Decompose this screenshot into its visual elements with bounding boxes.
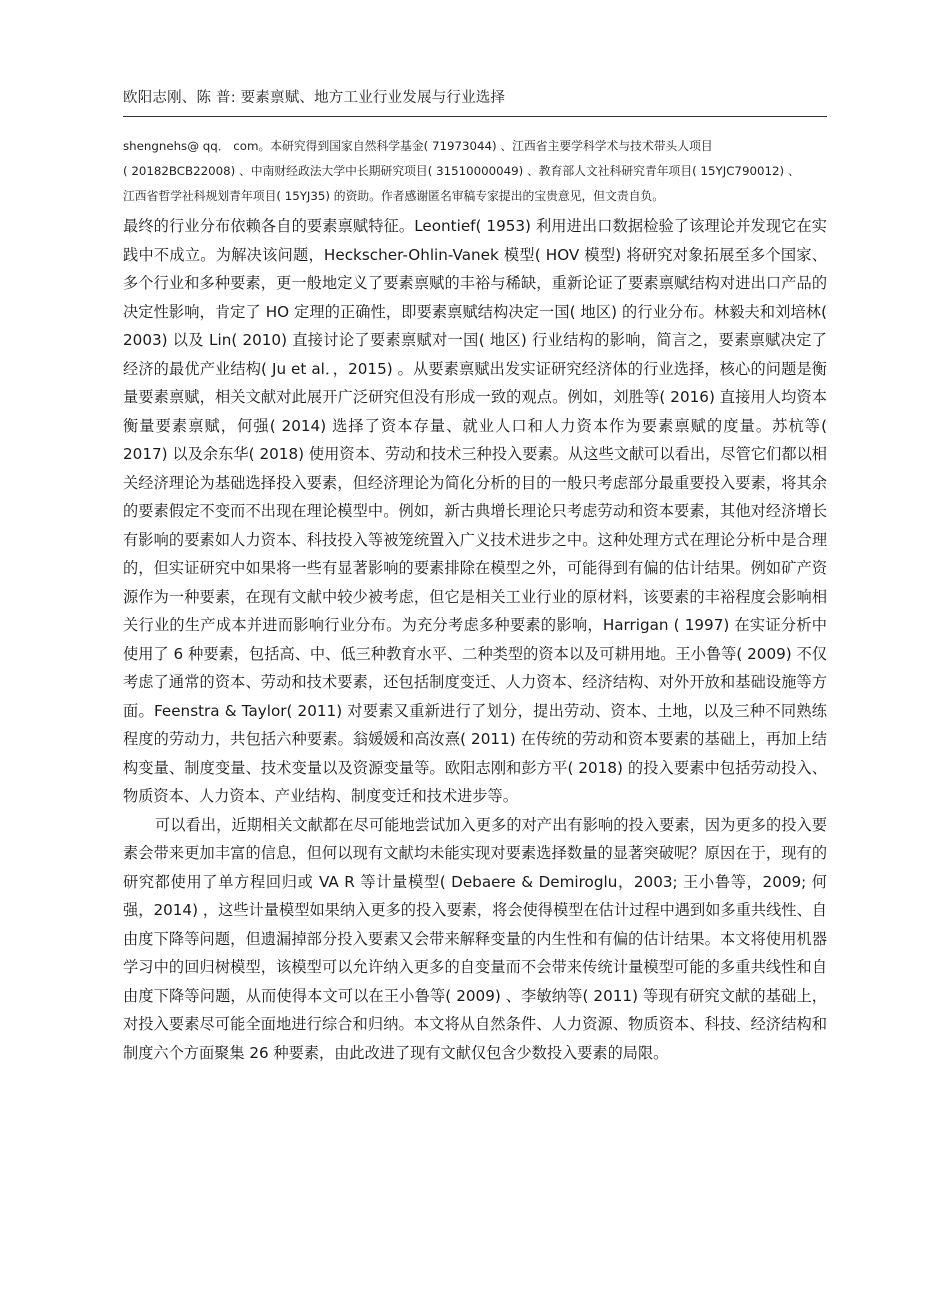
paragraph-new: 可以看出，近期相关文献都在尽可能地尝试加入更多的对产出有影响的投入要素，因为更多的投入要素会带来更加丰富的信息，但何以现有文献均未能实现对要素选择数量的显著突破呢？原因在于，现有的研究都使用了单方程回归或 VA R 等计量模型( Debaere & Demiroglu，2003; 王小鲁等，2009; 何强，2014) ，这些计量模型如果纳入更多的投入要素，将会使得模型在估计过程中遇到如多重共线性、自由度下降等问题，但遗漏掉部分投入要素又会带来解释变量的内生性和有偏的估计结果。本文将使用机器学习中的回归树模型，该模型可以允许纳入更多的自变量而不会带来传统计量模型可能的多重共线性和自由度下降等问题，从而使得本文可以在王小鲁等( 2009) 、李敏纳等( 2011) 等现有研究文献的基础上，对投入要素尽可能全面地进行综合和归纳。本文将从自然条件、人力资源、物质资本、科技、经济结构和制度六个方面聚集 26 种要素，由此改进了现有文献仅包含少数投入要素的局限。 — [123, 815, 827, 1062]
footnote-line: shengnehs@ qq． com。本研究得到国家自然科学基金( 71973044) 、江西省主要学科学术与技术带头人项目 — [123, 139, 713, 153]
running-header: 欧阳志刚、陈 普: 要素禀赋、地方工业行业发展与行业选择 — [123, 90, 506, 106]
funding-footnote — [123, 134, 827, 209]
header-divider — [123, 116, 827, 117]
body-text — [123, 212, 827, 1067]
footnote-line: 江西省哲学社科规划青年项目( 15YJ35) 的资助。作者感谢匿名审稿专家提出的宝贵意见，但文责自负。 — [123, 189, 665, 203]
footnote-line: ( 20182BCB22008) 、中南财经政法大学中长期研究项目( 31510000049) 、教育部人文社科研究青年项目( 15YJC790012) 、 — [123, 164, 800, 178]
paragraph-continuation: 最终的行业分布依赖各自的要素禀赋特征。Leontief( 1953) 利用进出口数据检验了该理论并发现它在实践中不成立。为解决该问题，Heckscher-Ohlin-Vanek 模型( HOV 模型) 将研究对象拓展至多个国家、多个行业和多种要素，更一般地定义了要素禀赋的丰裕与稀缺，重新论证了要素禀赋结构对进出口产品的决定性影响，肯定了 HO 定理的正确性，即要素禀赋结构决定一国( 地区) 的行业分布。林毅夫和刘培林( 2003) 以及 Lin( 2010) 直接讨论了要素禀赋对一国( 地区) 行业结构的影响，简言之，要素禀赋决定了经济的最优产业结构( Ju et al．，2015) 。从要素禀赋出发实证研究经济体的行业选择，核心的问题是衡量要素禀赋，相关文献对此展开广泛研究但没有形成一致的观点。例如，刘胜等( 2016) 直接用人均资本衡量要素禀赋，何强( 2014) 选择了资本存量、就业人口和人力资本作为要素禀赋的度量。苏杭等( 2017) 以及余东华( 2018) 使用资本、劳动和技术三种投入要素。从这些文献可以看出，尽管它们都以相关经济理论为基础选择投入要素，但经济理论为简化分析的目的一般只考虑部分最重要投入要素，将其余的要素假定不变而不出现在理论模型中。例如，新古典增长理论只考虑劳动和资本要素，其他对经济增长有影响的要素如人力资本、科技投入等被笼统置入广义技术进步之中。这种处理方式在理论分析中是合理的，但实证研究中如果将一些有显著影响的要素排除在模型之外，可能得到有偏的估计结果。例如矿产资源作为一种要素，在现有文献中较少被考虑，但它是相关工业行业的原材料，该要素的丰裕程度会影响相关行业的生产成本并进而影响行业分布。为充分考虑多种要素的影响，Harrigan ( 1997) 在实证分析中使用了 6 种要素，包括高、中、低三种教育水平、二种类型的资本以及可耕用地。王小鲁等( 2009) 不仅考虑了通常的资本、劳动和技术要素，还包括制度变迁、人力资本、经济结构、对外开放和基础设施等方面。Feenstra & Taylor( 2011) 对要素又重新进行了划分，提出劳动、资本、土地，以及三种不同熟练程度的劳动力，共包括六种要素。翁媛媛和高汝熹( 2011) 在传统的劳动和资本要素的基础上，再加上结构变量、制度变量、技术变量以及资源变量等。欧阳志刚和彭方平( 2018) 的投入要素中包括劳动投入、物质资本、人力资本、产业结构、制度变迁和技术进步等。 — [123, 217, 827, 805]
